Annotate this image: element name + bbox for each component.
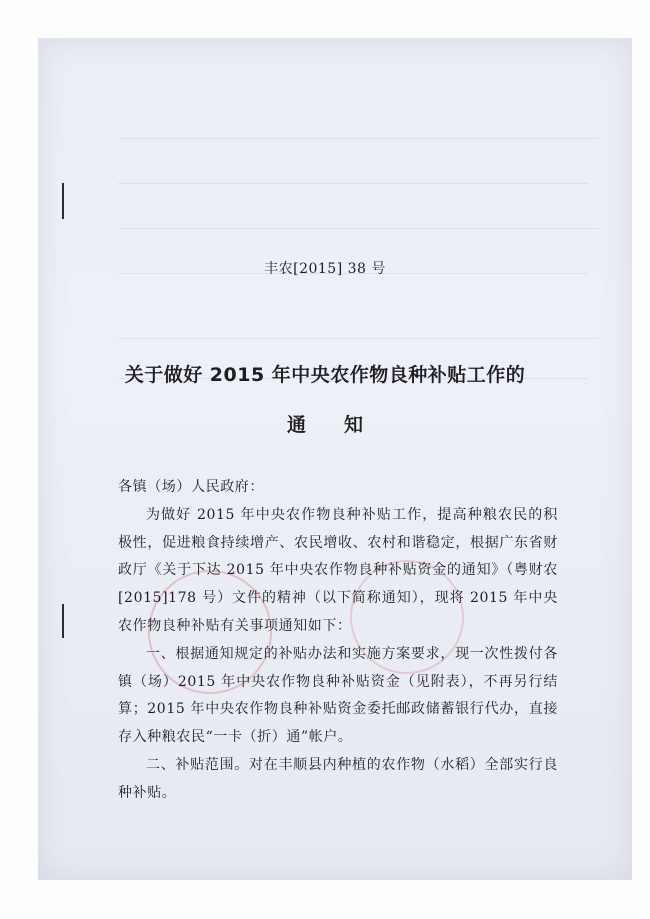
show-through-line [118,338,598,339]
binder-hole-mark [62,604,64,638]
paragraph: 为做好 2015 年中央农作物良种补贴工作，提高种粮农民的积极性，促进粮食持续增产、农民增收、农村和谐稳定，根据广东省财政厅《关于下达 2015 年中央农作物良种补贴资金的通知》（粤财农[2015]178 号）文件的精神（以下简称通知），现将 2015 年中央农作物良种补贴有关事项通知如下： [118,506,558,634]
paragraph: 一、根据通知规定的补贴办法和实施方案要求，现一次性拨付各镇（场）2015 年中央农作物良种补贴资金（见附表），不再另行结算；2015 年中央农作物良种补贴资金委托邮政储蓄银行代办，直接存入种粮农民“一卡（折）通”帐户。 [118,645,558,746]
show-through-line [118,183,588,184]
paragraph: 二、补贴范围。对在丰顺县内种植的农作物（水稻）全部实行良种补贴。 [118,756,558,801]
document-title: 关于做好 2015 年中央农作物良种补贴工作的 [124,364,526,386]
document-body [118,474,558,808]
show-through-line [118,228,598,229]
document-subtitle: 通知 [286,414,401,436]
document-number: 丰农[2015] 38 号 [264,261,386,277]
salutation: 各镇（场）人民政府： [118,479,264,495]
show-through-line [118,138,598,139]
binder-hole-mark [62,183,64,219]
